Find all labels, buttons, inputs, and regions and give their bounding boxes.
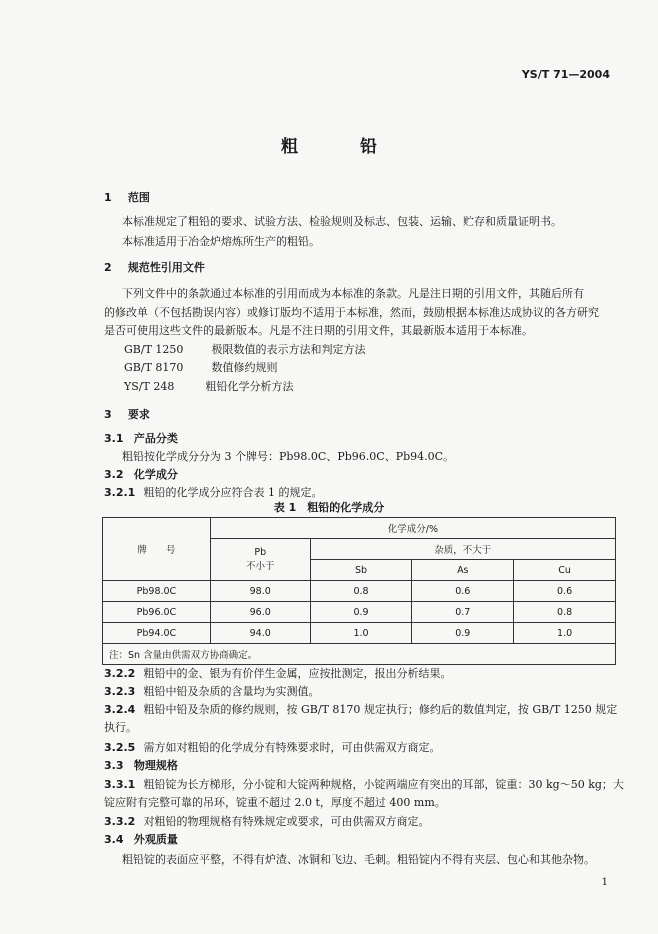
table-note: 注：Sn 含量由供需双方协商确定。	[103, 644, 616, 665]
clause-text: 需方如对粗铅的化学成分有特殊要求时，可由供需双方商定。	[143, 741, 441, 754]
section-number: 3	[104, 408, 112, 421]
section-title: 范围	[127, 191, 150, 204]
clause-number: 3.2.2	[104, 667, 136, 680]
section-title: 要求	[127, 408, 150, 421]
clause-3-2-3	[104, 683, 320, 699]
reference-code: GB/T 1250	[124, 343, 184, 356]
subsection-3-3-heading	[104, 757, 178, 773]
reference-code: YS/T 248	[124, 380, 175, 393]
section-number: 3.3	[104, 759, 124, 772]
cell-grade: Pb98.0C	[103, 581, 211, 602]
page-title: 粗铅	[281, 137, 439, 157]
header-cu: Cu	[514, 560, 616, 581]
header-chemical-composition: 化学成分/%	[210, 518, 615, 539]
reference-name: 粗铅化学分析方法	[205, 380, 294, 393]
cell-cu: 1.0	[514, 623, 616, 644]
paragraph-line: 是否可使用这些文件的最新版本。凡是不注日期的引用文件，其最新版本适用于本标准。	[104, 324, 533, 337]
section-number: 3.2	[104, 468, 124, 481]
table-note-row	[103, 644, 616, 665]
clause-number: 3.3.2	[104, 815, 136, 828]
clause-text-continued: 锭应附有完整可靠的吊环，锭重不超过 2.0 t，厚度不超过 400 mm。	[104, 796, 446, 809]
cell-grade: Pb96.0C	[103, 602, 211, 623]
header-impurities: 杂质，不大于	[310, 539, 615, 560]
cell-as: 0.6	[412, 581, 514, 602]
clause-text-continued: 执行。	[104, 721, 137, 734]
reference-item	[124, 359, 278, 375]
cell-as: 0.9	[412, 623, 514, 644]
cell-sb: 0.9	[310, 602, 412, 623]
reference-name: 数值修约规则	[211, 361, 278, 374]
cell-sb: 1.0	[310, 623, 412, 644]
table-caption: 表 1 粗铅的化学成分	[273, 501, 385, 514]
table-row	[103, 602, 616, 623]
section-number: 3.4	[104, 833, 124, 846]
subsection-3-2-heading	[104, 466, 178, 482]
clause-number: 3.3.1	[104, 778, 136, 791]
reference-code: GB/T 8170	[124, 361, 184, 374]
clause-3-2-1	[104, 484, 323, 500]
clause-3-2-4	[104, 701, 617, 717]
cell-pb: 94.0	[210, 623, 310, 644]
table-header-row	[103, 518, 616, 539]
header-pb	[210, 539, 310, 581]
section-3-heading	[104, 406, 150, 422]
clause-3-2-5	[104, 739, 441, 755]
cell-sb: 0.8	[310, 581, 412, 602]
page-number: 1	[601, 877, 608, 888]
clause-3-3-1	[104, 776, 624, 792]
standard-number: YS/T 71—2004	[521, 68, 610, 81]
clause-text: 粗铅中铅及杂质的修约规则，按 GB/T 8170 规定执行；修约后的数值判定，按 GB/T 1250 规定	[143, 703, 618, 716]
clause-text: 粗铅中铅及杂质的含量均为实测值。	[143, 685, 320, 698]
subsection-3-4-heading	[104, 831, 178, 847]
section-title: 规范性引用文件	[127, 261, 205, 274]
paragraph: 本标准适用于冶金炉熔炼所生产的粗铅。	[122, 235, 320, 248]
header-sb: Sb	[310, 560, 412, 581]
header-as: As	[412, 560, 514, 581]
cell-grade: Pb94.0C	[103, 623, 211, 644]
section-title: 物理规格	[133, 759, 178, 772]
table-row	[103, 623, 616, 644]
header-grade: 牌 号	[103, 518, 211, 581]
paragraph: 本标准规定了粗铅的要求、试验方法、检验规则及标志、包装、运输、贮存和质量证明书。	[122, 215, 562, 228]
cell-as: 0.7	[412, 602, 514, 623]
clause-number: 3.2.5	[104, 741, 136, 754]
header-pb-label: Pb	[254, 547, 267, 558]
cell-pb: 96.0	[210, 602, 310, 623]
clause-3-3-2	[104, 813, 430, 829]
paragraph: 粗铅锭的表面应平整，不得有炉渣、冰铜和飞边、毛刺。粗铅锭内不得有夹层、包心和其他杂物。	[122, 853, 595, 866]
paragraph-line: 的修改单（不包括勘误内容）或修订版均不适用于本标准，然而，鼓励根据本标准达成协议的各方研究	[104, 306, 599, 319]
clause-text: 对粗铅的物理规格有特殊规定或要求，可由供需双方商定。	[143, 815, 430, 828]
section-2-heading	[104, 259, 205, 275]
section-number: 3.1	[104, 432, 124, 445]
reference-item	[124, 378, 294, 394]
section-1-heading	[104, 189, 150, 205]
table-row	[103, 581, 616, 602]
subsection-3-1-heading	[104, 430, 178, 446]
cell-cu: 0.6	[514, 581, 616, 602]
reference-name: 极限数值的表示方法和判定方法	[211, 343, 366, 356]
cell-cu: 0.8	[514, 602, 616, 623]
clause-text: 粗铅锭为长方梯形，分小锭和大锭两种规格，小锭两端应有突出的耳部，锭重：30 kg～50 kg；大	[143, 778, 624, 791]
section-title: 化学成分	[133, 468, 178, 481]
section-number: 2	[104, 261, 112, 274]
cell-pb: 98.0	[210, 581, 310, 602]
clause-text: 粗铅中的金、银为有价伴生金属，应按批测定，报出分析结果。	[143, 667, 452, 680]
section-title: 外观质量	[133, 833, 178, 846]
clause-number: 3.2.3	[104, 685, 136, 698]
chemical-composition-table	[102, 517, 616, 665]
clause-number: 3.2.4	[104, 703, 136, 716]
section-title: 产品分类	[133, 432, 178, 445]
section-number: 1	[104, 191, 112, 204]
paragraph-line: 下列文件中的条款通过本标准的引用而成为本标准的条款。凡是注日期的引用文件，其随后所有	[122, 287, 584, 300]
clause-text: 粗铅的化学成分应符合表 1 的规定。	[143, 486, 323, 499]
reference-item	[124, 341, 366, 357]
header-pb-sub: 不小于	[245, 561, 275, 572]
clause-3-2-2	[104, 665, 452, 681]
clause-number: 3.2.1	[104, 486, 136, 499]
paragraph: 粗铅按化学成分分为 3 个牌号：Pb98.0C、Pb96.0C、Pb94.0C。	[122, 450, 455, 463]
